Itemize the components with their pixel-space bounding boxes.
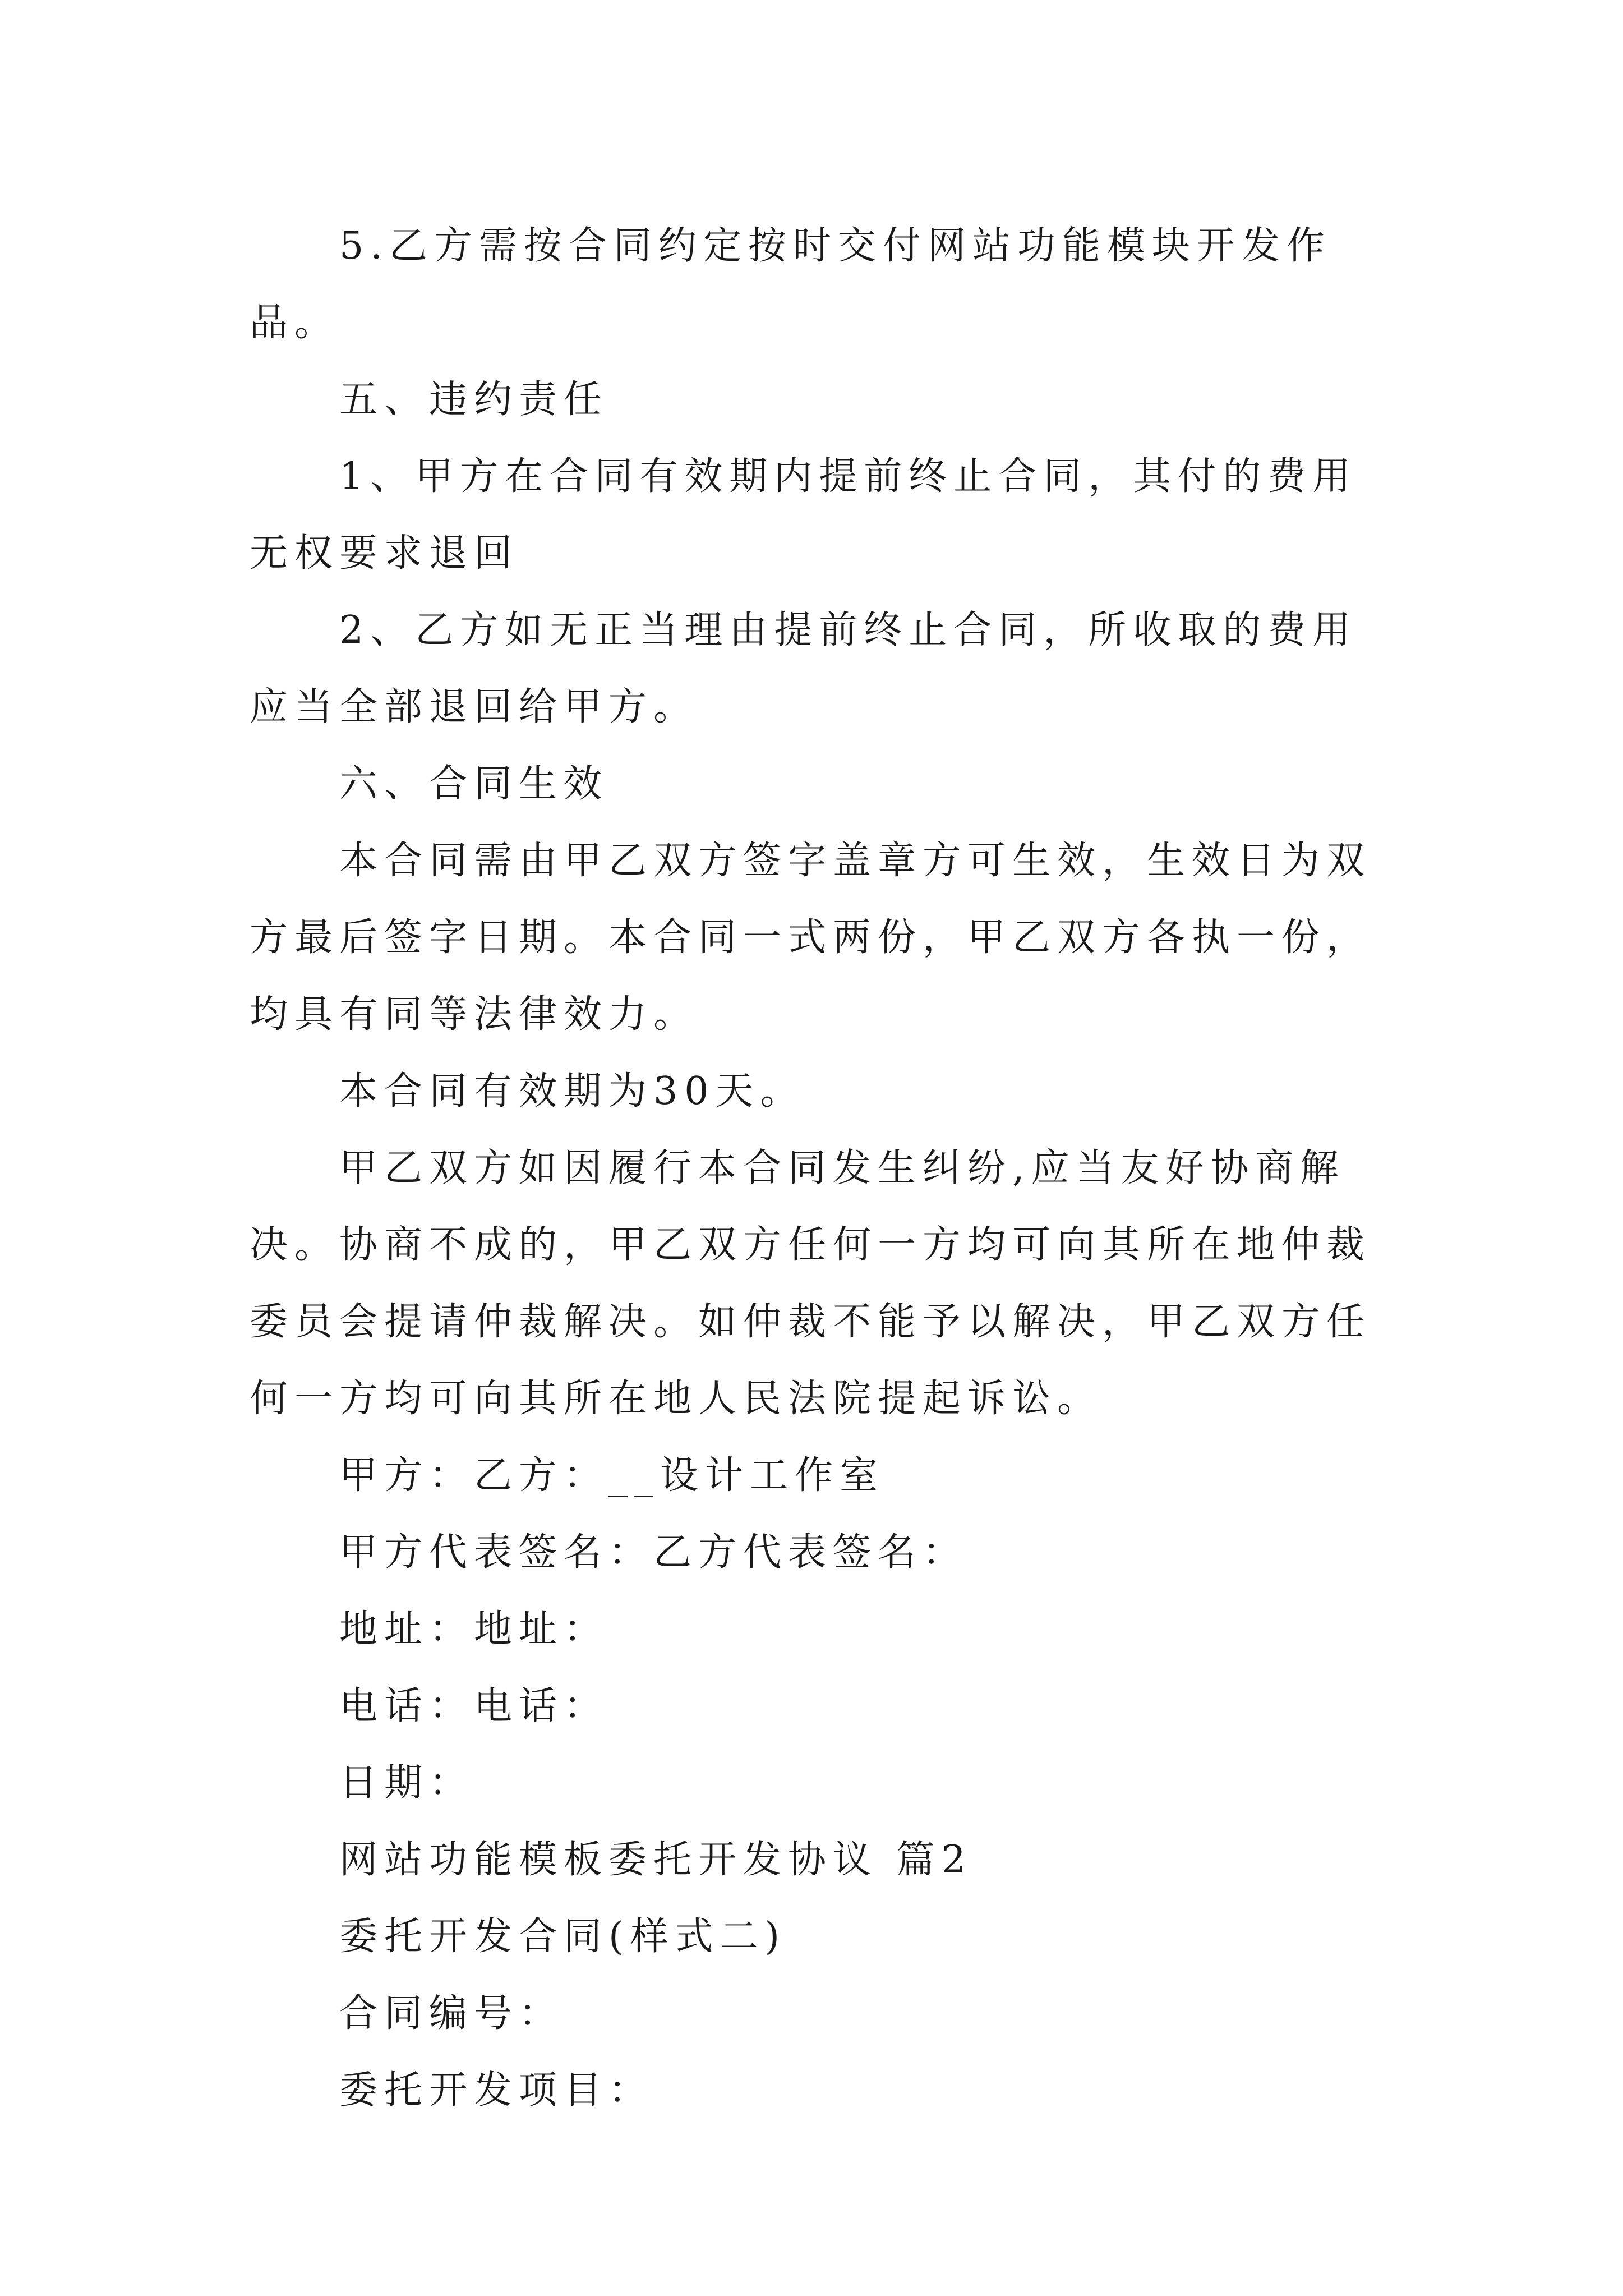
clause-party-b-termination: 2、乙方如无正当理由提前终止合同，所收取的费用应当全部退回给甲方。 [250, 608, 1358, 729]
signature-representatives: 甲方代表签名：乙方代表签名： [339, 1530, 968, 1575]
clause-dispute-resolution: 甲乙双方如因履行本合同发生纠纷,应当友好协商解决。协商不成的，甲乙双方任何一方均可向其所在地仲裁委员会提请仲裁解决。如仲裁不能予以解决，甲乙双方任何一方均可向其所在地人民法院提起诉讼。 [250, 1146, 1372, 1421]
signature-phone: 电话：电话： [339, 1684, 609, 1728]
project-name-field: 委托开发项目： [339, 2068, 654, 2113]
signature-parties: 甲方：乙方：__设计工作室 [339, 1453, 885, 1498]
clause-validity-period: 本合同有效期为30天。 [339, 1069, 805, 1114]
signature-date: 日期： [339, 1761, 474, 1805]
clause-party-a-termination: 1、甲方在合同有效期内提前终止合同，其付的费用无权要求退回 [250, 454, 1358, 576]
clause-effective-date: 本合同需由甲乙双方签字盖章方可生效，生效日为双方最后签字日期。本合同一式两份，甲乙双方各执一份，均具有同等法律效力。 [250, 839, 1372, 1037]
signature-address: 地址：地址： [339, 1607, 609, 1651]
clause-delivery: 5.乙方需按合同约定按时交付网站功能模块开发作品。 [250, 224, 1331, 345]
second-agreement-title: 网站功能模板委托开发协议 篇2 [339, 1838, 972, 1882]
section-heading-breach: 五、违约责任 [339, 378, 609, 422]
contract-number-field: 合同编号： [339, 1991, 564, 2036]
contract-template-title: 委托开发合同(样式二) [339, 1915, 787, 1959]
document-body [250, 208, 1388, 2129]
section-heading-effect: 六、合同生效 [339, 762, 609, 806]
